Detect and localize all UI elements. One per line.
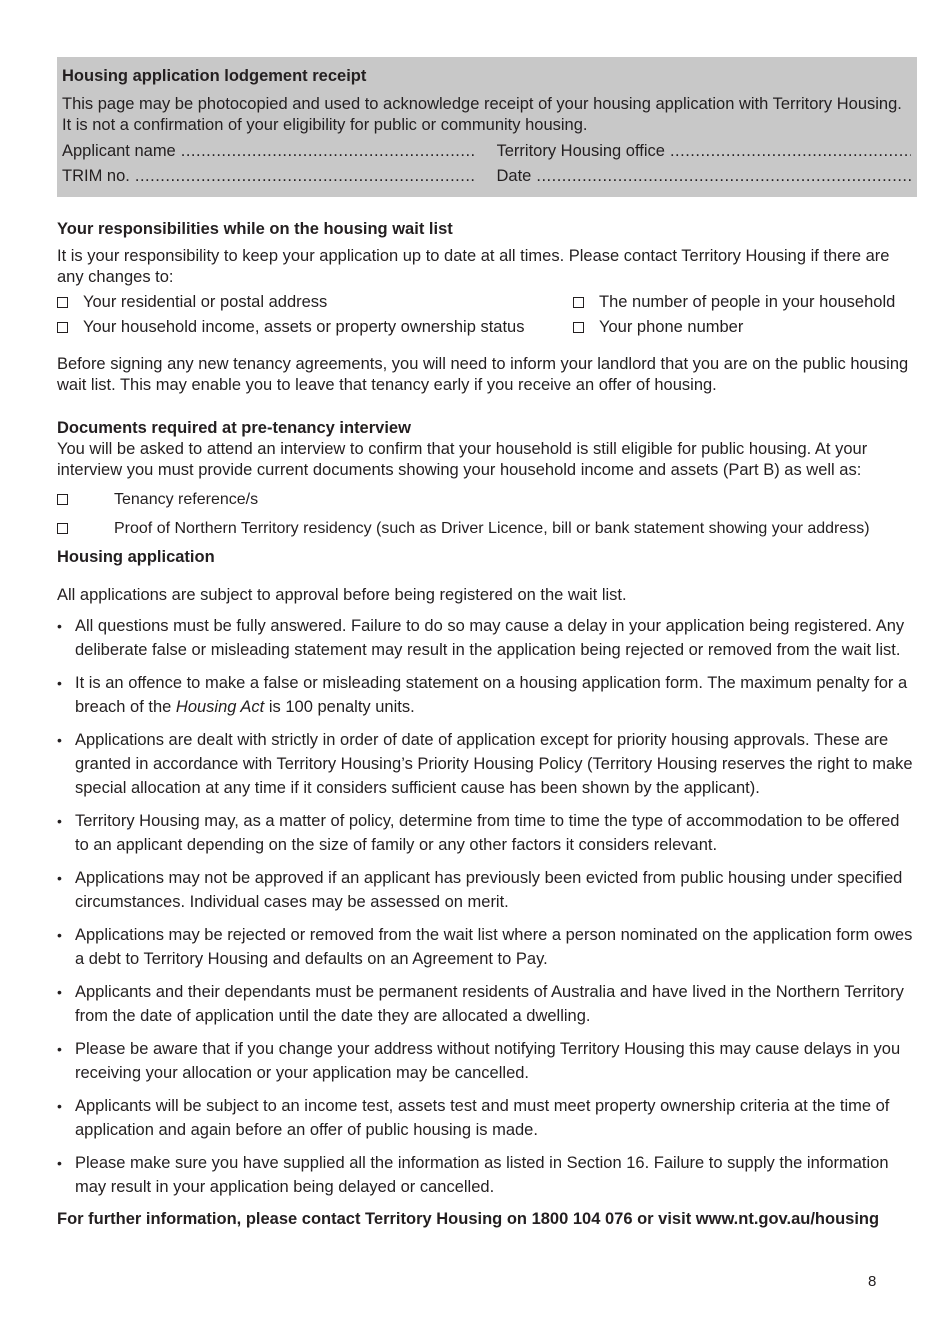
date-field[interactable] [497,166,912,187]
document-item[interactable] [57,518,917,539]
checkbox-icon[interactable] [573,322,584,333]
list-item: • Territory Housing may, as a matter of policy, determine from time to time the type of accommodation to be offered to an applicant depending on the size of family or any other factors it considers relevant. [57,809,917,857]
checkbox-icon[interactable] [57,494,68,505]
tenancy-notice-text: Before signing any new tenancy agreements, you will need to inform your landlord that you are on the public housing wait list. This may enable you to leave that tenancy early if you receive an offer of housing. [57,355,909,394]
checklist-item[interactable] [57,317,573,338]
documents-text: You will be asked to attend an interview to confirm that your household is still eligible for public housing. At your interview you must provide current documents showing your household income and assets (Part B) as well as: [57,440,868,479]
document-item-label: Proof of Northern Territory residency (such as Driver Licence, bill or bank statement showing your address) [114,520,870,537]
checklist-item-label: Your phone number [599,318,744,336]
applicant-name-field[interactable] [62,141,477,162]
checklist-item[interactable] [57,292,573,313]
list-item-text: It is an offence to make a false or misleading statement on a housing application form. The maximum penalty for a breach of the [75,674,908,716]
housing-act-title: Housing Act [175,698,265,716]
checklist-item[interactable] [573,292,917,313]
office-field[interactable] [497,141,912,162]
trim-dotted-line[interactable] [135,166,477,187]
page-number: 8 [868,1273,877,1290]
responsibilities-heading: Your responsibilities while on the housing wait list [57,220,453,238]
list-item [57,671,917,719]
list-item: • Applications may not be approved if an applicant has previously been evicted from public housing under specified circumstances. Individual cases may be assessed on merit. [57,866,917,914]
receipt-intro: This page may be photocopied and used to acknowledge receipt of your housing application with Territory Housing. It is not a confirmation of your eligibility for public or community housing. [62,95,902,134]
list-item: • Applicants will be subject to an income test, assets test and must meet property ownership criteria at the time of application and again before an offer of public housing is made. [57,1094,917,1142]
applicant-name-label: Applicant name [62,142,176,160]
page-content [57,57,917,1230]
responsibilities-checklist [57,292,917,338]
trim-label: TRIM no. [62,167,130,185]
document-item[interactable] [57,489,917,510]
receipt-title: Housing application lodgement receipt [62,67,367,85]
checkbox-icon[interactable] [573,297,584,308]
checkbox-icon[interactable] [57,322,68,333]
responsibilities-text: It is your responsibility to keep your application up to date at all times. Please contact Territory Housing if there are any changes to: [57,247,890,286]
contact-information: For further information, please contact Territory Housing on 1800 104 076 or visit www.nt.gov.au/housing [57,1210,880,1228]
list-item-text: is 100 penalty units. [264,698,415,716]
application-conditions-list [57,614,917,1199]
application-heading: Housing application [57,548,215,566]
date-label: Date [496,167,532,185]
list-item: • Please be aware that if you change your address without notifying Territory Housing this may cause delays in you receiving your allocation or your application may be cancelled. [57,1037,917,1085]
lodgement-receipt-panel [57,57,917,197]
list-item: • Please make sure you have supplied all the information as listed in Section 16. Failure to supply the information may result in your application being delayed or cancelled. [57,1151,917,1199]
list-item: • Applications are dealt with strictly in order of date of application except for priority housing approvals. These are granted in accordance with Territory Housing’s Priority Housing Policy (Territory Housing reserves the right to make special allocation at any time if it considers sufficient cause has been shown by the applicant). [57,728,917,800]
documents-checklist [57,489,917,539]
office-dotted-line[interactable] [670,141,911,162]
trim-field[interactable] [62,166,477,187]
checklist-item-label: Your residential or postal address [83,293,328,311]
applicant-name-dotted-line[interactable] [181,141,477,162]
checkbox-icon[interactable] [57,297,68,308]
checkbox-icon[interactable] [57,523,68,534]
office-label: Territory Housing office [496,142,665,160]
checklist-item-label: Your household income, assets or property ownership status [83,318,525,336]
application-intro: All applications are subject to approval before being registered on the wait list. [57,586,627,604]
list-item: • Applicants and their dependants must be permanent residents of Australia and have lived in the Northern Territory from the date of application until the date they are allocated a dwelling. [57,980,917,1028]
checklist-item[interactable] [573,317,917,338]
list-item: • All questions must be fully answered. Failure to do so may cause a delay in your application being registered. Any deliberate false or misleading statement may result in the application being rejected or removed from the wait list. [57,614,917,662]
receipt-fields [62,141,911,187]
checklist-item-label: The number of people in your household [599,293,896,311]
documents-heading: Documents required at pre-tenancy interview [57,419,411,437]
date-dotted-line[interactable] [536,166,911,187]
document-item-label: Tenancy reference/s [114,491,259,508]
list-item: • Applications may be rejected or removed from the wait list where a person nominated on the application form owes a debt to Territory Housing and defaults on an Agreement to Pay. [57,923,917,971]
